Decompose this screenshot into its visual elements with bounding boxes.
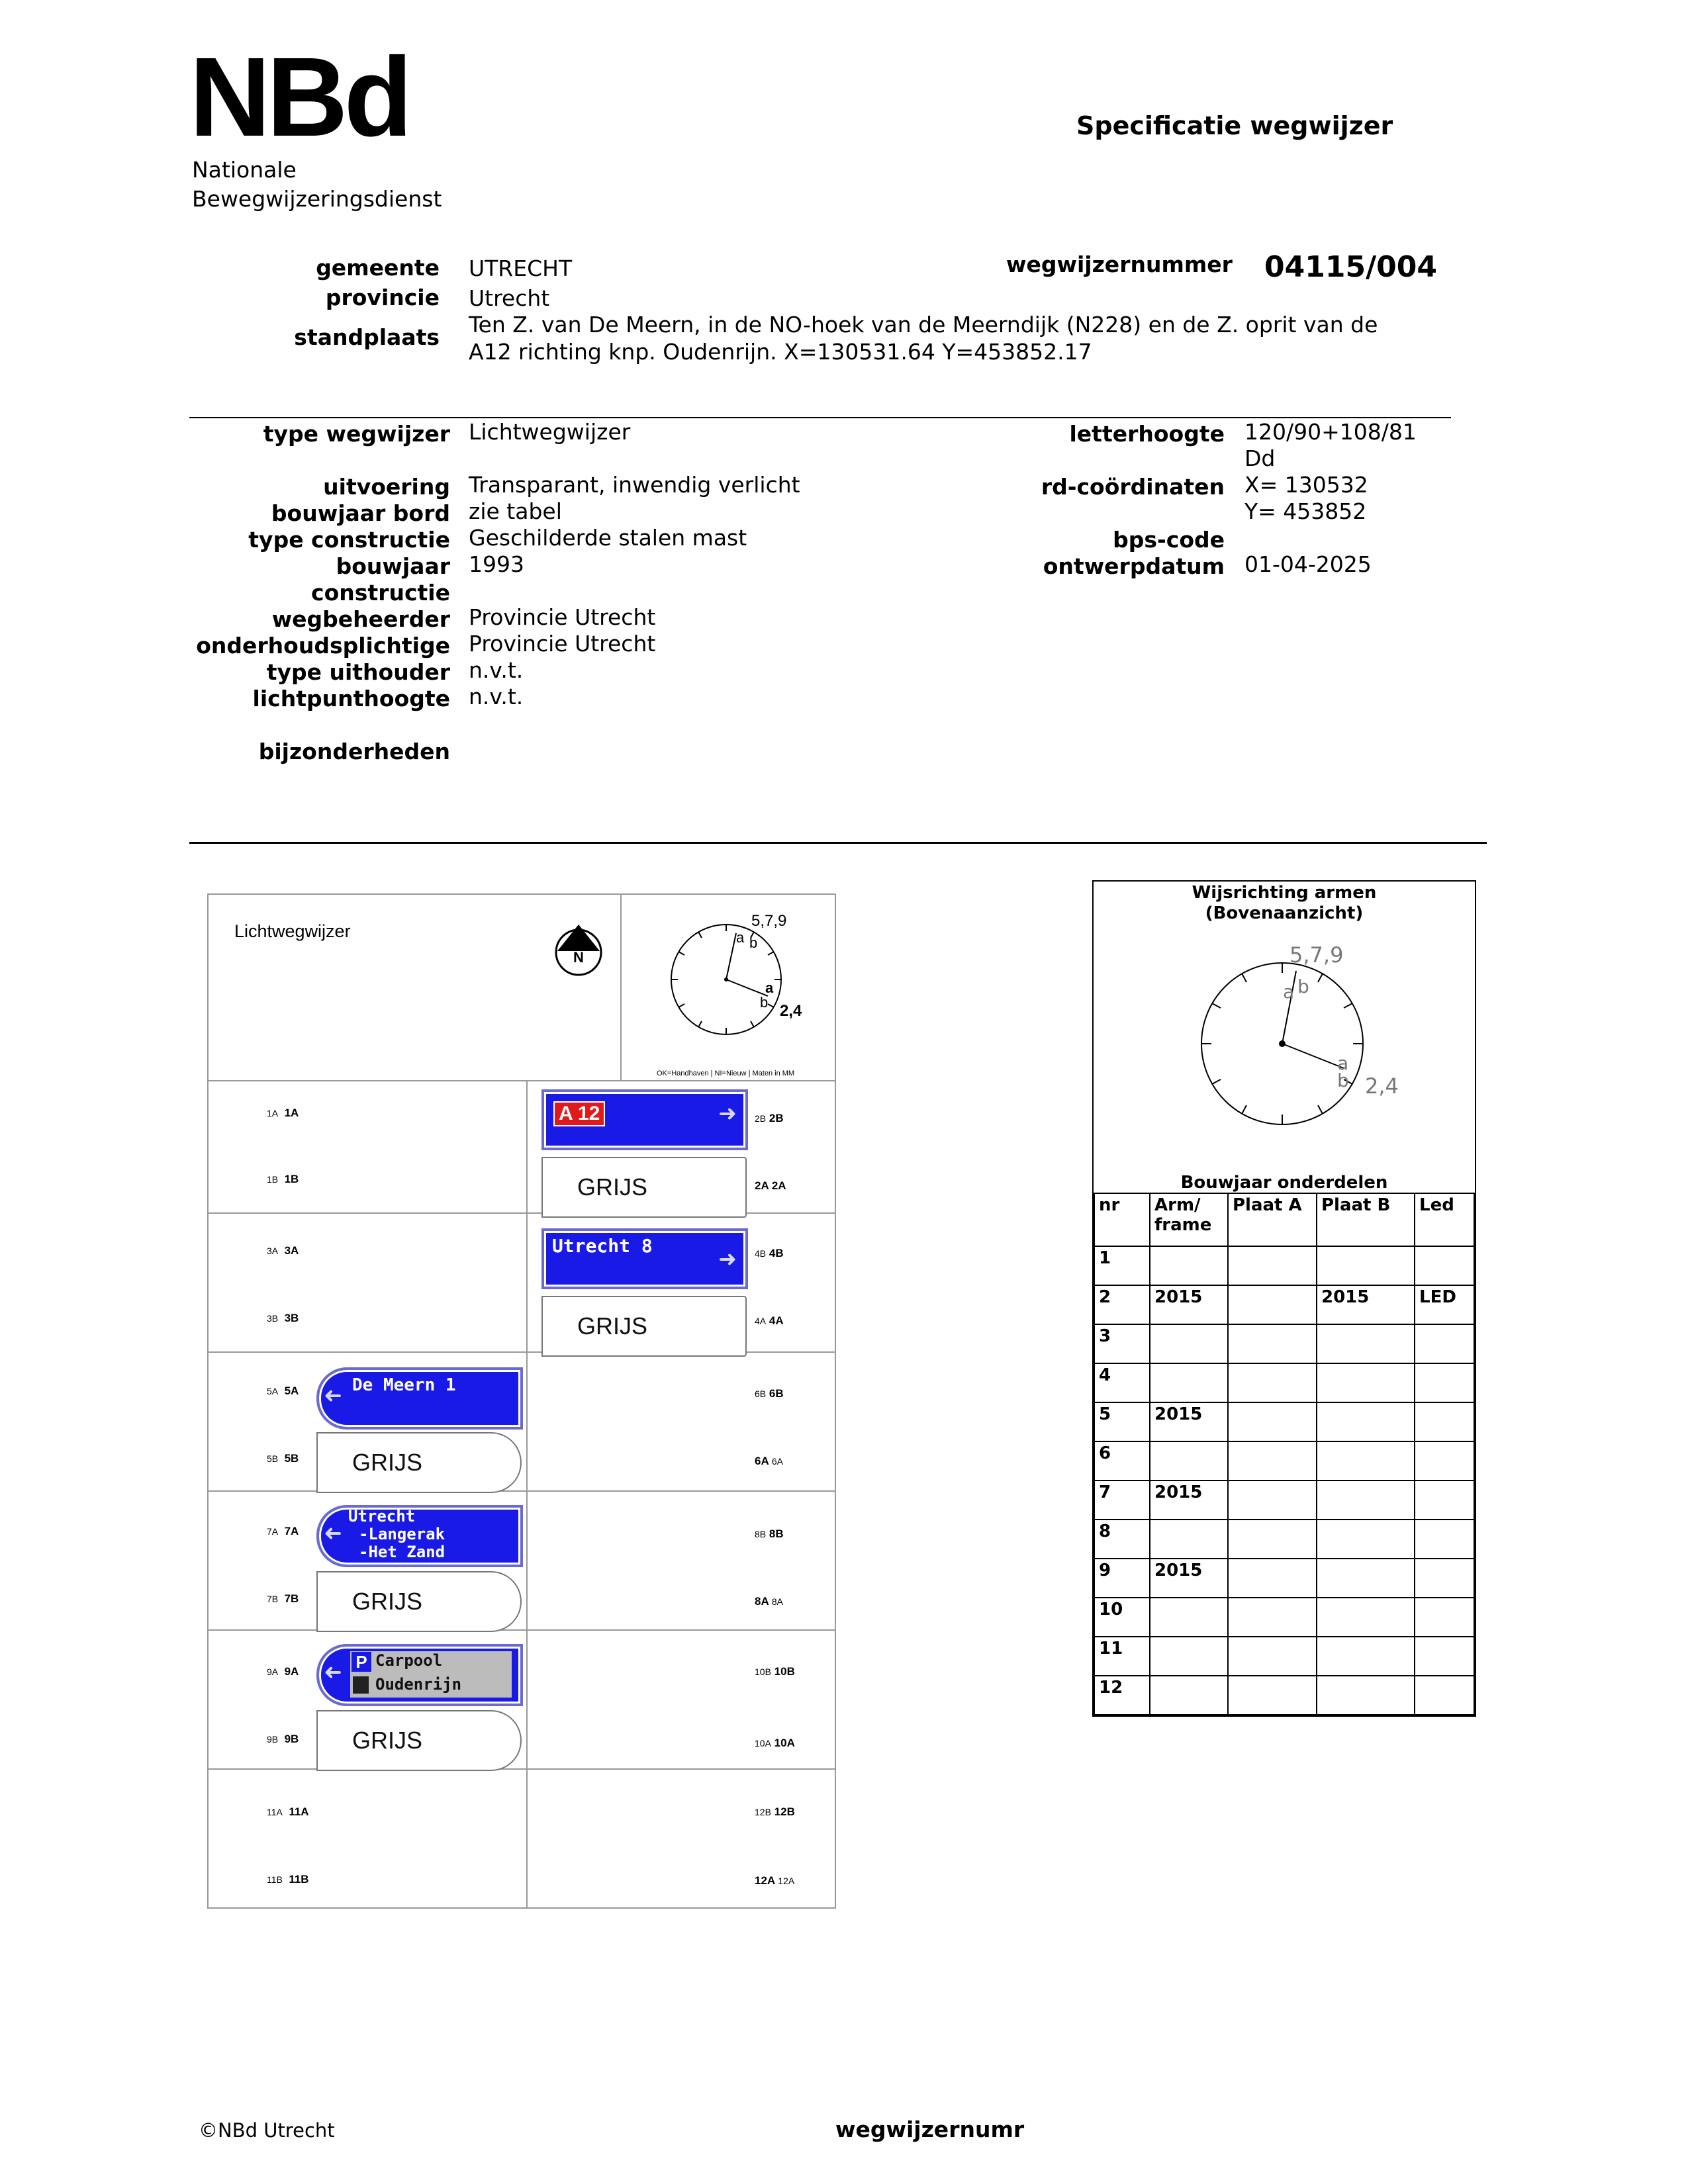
sign-arm-7-back: GRIJS [316,1571,522,1632]
cell-nr: 10 [1094,1598,1150,1637]
north-label: N [573,949,584,966]
col-led: Led [1415,1193,1474,1246]
onderhoudsplichtige-value: Provincie Utrecht [469,631,656,657]
compass-small-icon [662,920,794,1052]
cell-arm: 2015 [1150,1285,1228,1324]
col-plaat-b: Plaat B [1317,1193,1415,1246]
bouwjaar-bord-label: bouwjaar bord [271,500,450,526]
cell-b [1317,1363,1415,1402]
sign-arm-4 [541,1228,748,1289]
type-uithouder-label: type uithouder [266,659,450,685]
cell-a [1228,1363,1317,1402]
cell-arm [1150,1363,1228,1402]
sign-arm-7 [316,1505,523,1567]
right-panel [1092,880,1476,1717]
letterhoogte-label: letterhoogte [1069,421,1225,447]
row-line-4 [207,1629,836,1631]
table-row [1094,1285,1474,1324]
ontwerpdatum-label: ontwerpdatum [1043,553,1225,579]
cell-nr: 7 [1094,1480,1150,1520]
cell-a [1228,1324,1317,1363]
slot-6B: 6B 6B [755,1387,784,1400]
standplaats-label: standplaats [294,324,440,350]
gemeente-value: UTRECHT [469,255,573,281]
cell-nr: 11 [1094,1637,1150,1676]
bps-code-label: bps-code [1113,527,1225,553]
cell-b [1317,1676,1415,1715]
sign-9-panel [348,1649,514,1700]
table-row [1094,1363,1474,1402]
table-row [1094,1520,1474,1559]
compass-small-a2: a [765,979,774,996]
rd-x-value: X= 130532 [1244,472,1368,498]
uitvoering-label: uitvoering [323,474,450,500]
type-wegwijzer-value: Lichtwegwijzer [469,419,631,445]
cell-nr: 9 [1094,1559,1150,1598]
cell-nr: 1 [1094,1246,1150,1285]
table-row [1094,1324,1474,1363]
sign-9-line1: Carpool [375,1651,443,1670]
cell-led [1415,1559,1474,1598]
rd-y-value: Y= 453852 [1244,498,1367,524]
lichtpunthoogte-value: n.v.t. [469,684,524,709]
bouwjaar-constructie-label1: bouwjaar [336,553,450,579]
compass-small-b2: b [760,994,769,1011]
diagram-header-line [207,1080,836,1081]
wegwijzernummer-label: wegwijzernummer [1006,251,1233,277]
cell-b [1317,1598,1415,1637]
table-header-row [1094,1193,1474,1246]
ontwerpdatum-value: 01-04-2025 [1244,551,1372,577]
cell-nr: 5 [1094,1402,1150,1441]
col-plaat-a: Plaat A [1228,1193,1317,1246]
wijsrichting-section [1094,882,1475,1193]
footer-copyright: ©NBd Utrecht [199,2119,335,2142]
bouwjaar-constructie-label2: constructie [311,580,450,606]
slot-2B: 2B 2B [755,1112,784,1124]
compass-small-right-label: 2,4 [780,1002,802,1020]
cell-b [1317,1520,1415,1559]
cell-b [1317,1246,1415,1285]
cell-led [1415,1246,1474,1285]
arrow-right-icon: ➜ [718,1097,736,1131]
provincie-label: provincie [325,285,440,310]
footer-number-label: wegwijzernumr [835,2116,1025,2142]
cell-a [1228,1520,1317,1559]
wegbeheerder-label: wegbeheerder [271,606,450,632]
diagram-legend: OK=Handhaven | NI=Nieuw | Maten in MM [657,1069,795,1077]
cell-led [1415,1363,1474,1402]
compass-large-b1: b [1297,976,1309,997]
lichtpunthoogte-label: lichtpunthoogte [252,686,450,711]
table-row [1094,1246,1474,1285]
compass-large-icon [1193,954,1372,1133]
diagram-center-line [526,1080,528,1909]
sign-7-line3: -Het Zand [359,1543,445,1561]
slot-1A: 1A 1A [267,1107,299,1119]
slot-7B: 7B 7B [267,1592,299,1605]
slot-10B: 10B 10B [755,1665,795,1678]
sign-9-line2: Oudenrijn [375,1675,462,1694]
cell-b [1317,1324,1415,1363]
onderhoudsplichtige-label: onderhoudsplichtige [196,633,450,659]
sign-arm-9 [316,1644,523,1706]
cell-arm [1150,1246,1228,1285]
cell-nr: 3 [1094,1324,1150,1363]
cell-arm [1150,1598,1228,1637]
cell-led [1415,1598,1474,1637]
diagram-title: Lichtwegwijzer [234,921,351,941]
row-line-3 [207,1490,836,1492]
table-row [1094,1598,1474,1637]
slot-11A: 11A 11A [267,1805,309,1818]
uitvoering-value: Transparant, inwendig verlicht [469,472,800,498]
letterhoogte-value1: 120/90+108/81 [1244,419,1417,445]
slot-7A: 7A 7A [267,1525,299,1537]
cell-a [1228,1246,1317,1285]
sign-arm-2-back: GRIJS [541,1157,747,1218]
parking-icon: P [352,1652,371,1672]
wijsrichting-title: Wijsrichting armen [1192,883,1377,903]
cell-arm [1150,1676,1228,1715]
cell-b [1317,1637,1415,1676]
compass-large-a2: a [1337,1052,1349,1074]
cell-a [1228,1637,1317,1676]
bijzonderheden-label: bijzonderheden [258,739,450,764]
table-row [1094,1441,1474,1480]
cell-a [1228,1598,1317,1637]
bouwjaar-bord-value: zie tabel [469,498,562,524]
row-line-5 [207,1768,836,1770]
cell-a [1228,1676,1317,1715]
org-name-line1: Nationale [192,157,297,183]
slot-8B: 8B 8B [755,1527,784,1540]
cell-a [1228,1402,1317,1441]
sign-arm-5-back: GRIJS [316,1432,522,1493]
table-row [1094,1480,1474,1520]
cell-b [1317,1402,1415,1441]
slot-2A: 2A 2A [755,1179,786,1192]
cell-arm [1150,1324,1228,1363]
type-uithouder-value: n.v.t. [469,657,524,683]
org-name [192,156,442,214]
cell-b [1317,1559,1415,1598]
slot-8A: 8A 8A [755,1595,783,1608]
cell-nr: 4 [1094,1363,1150,1402]
slot-10A: 10A 10A [755,1737,795,1749]
cell-a [1228,1285,1317,1324]
cell-arm [1150,1637,1228,1676]
wegwijzernummer-value: 04115/004 [1264,250,1437,284]
cell-led [1415,1676,1474,1715]
arrow-left-icon: ➜ [324,1656,342,1690]
slot-11B: 11B 11B [267,1873,309,1886]
sign-2-text: A 12 [553,1101,605,1126]
compass-large-right-label: 2,4 [1365,1073,1399,1099]
letterhoogte-value2: Dd [1244,445,1276,471]
bouwjaar-constructie-value: 1993 [469,551,524,577]
slot-5A: 5A 5A [267,1385,299,1397]
arrow-right-icon: ➜ [718,1243,736,1277]
compass-small-b1: b [749,934,758,951]
sign-7-line2: -Langerak [359,1525,445,1543]
bouwjaar-table [1094,1193,1475,1715]
cell-arm [1150,1441,1228,1480]
type-wegwijzer-label: type wegwijzer [263,421,450,447]
sign-4-text: Utrecht 8 [552,1235,653,1257]
diagram-header-divider [620,893,622,1081]
org-name-line2: Bewegwijzeringsdienst [192,186,442,212]
sign-arm-2 [541,1089,748,1150]
standplaats-value: Ten Z. van De Meern, in de NO-hoek van de Meerndijk (N228) en de Z. oprit van de A12 richting knp. Oudenrijn. X=130531.64 Y=453852.17 [469,312,1378,365]
slot-4B: 4B 4B [755,1247,784,1259]
sign-arm-4-back: GRIJS [541,1296,747,1357]
cell-led [1415,1520,1474,1559]
slot-5B: 5B 5B [267,1452,299,1465]
slot-9A: 9A 9A [267,1665,299,1678]
cell-nr: 8 [1094,1520,1150,1559]
bouwjaar-title: Bouwjaar onderdelen [1180,1173,1388,1193]
slot-9B: 9B 9B [267,1733,299,1745]
slot-3A: 3A 3A [267,1244,299,1257]
cell-arm: 2015 [1150,1480,1228,1520]
cell-a [1228,1441,1317,1480]
provincie-value: Utrecht [469,285,550,311]
arrow-left-icon: ➜ [324,1517,342,1551]
sign-5-text: De Meern 1 [352,1375,456,1395]
arrow-left-icon: ➜ [324,1379,342,1413]
cell-led [1415,1402,1474,1441]
table-row [1094,1559,1474,1598]
compass-small-top-label: 5,7,9 [751,912,787,930]
table-row [1094,1402,1474,1441]
cell-nr: 12 [1094,1676,1150,1715]
slot-6A: 6A 6A [755,1455,783,1467]
table-row [1094,1637,1474,1676]
compass-large-b2: b [1337,1069,1349,1091]
gemeente-label: gemeente [316,255,440,281]
wegbeheerder-value: Provincie Utrecht [469,604,656,630]
document-title: Specificatie wegwijzer [1076,111,1393,140]
sign-arm-5 [316,1367,523,1430]
divider-bottom [189,842,1487,844]
nbd-logo: NBd [189,34,409,160]
building-icon [353,1676,369,1694]
sign-7-line1: Utrecht [348,1507,416,1525]
cell-nr: 2 [1094,1285,1150,1324]
slot-1B: 1B 1B [267,1173,299,1185]
col-arm-frame: Arm/ frame [1150,1193,1228,1246]
cell-a [1228,1480,1317,1520]
cell-led [1415,1324,1474,1363]
cell-b: 2015 [1317,1285,1415,1324]
col-nr: nr [1094,1193,1150,1246]
cell-b [1317,1441,1415,1480]
cell-arm: 2015 [1150,1402,1228,1441]
slot-12B: 12B 12B [755,1805,795,1818]
type-constructie-label: type constructie [248,527,450,553]
slot-3B: 3B 3B [267,1312,299,1324]
compass-large-top-label: 5,7,9 [1289,942,1344,968]
cell-led [1415,1441,1474,1480]
cell-led [1415,1480,1474,1520]
table-row [1094,1676,1474,1715]
slot-4A: 4A 4A [755,1314,784,1327]
compass-large-a1: a [1283,981,1295,1003]
wijsrichting-subtitle: (Bovenaanzicht) [1205,903,1364,923]
cell-a [1228,1559,1317,1598]
compass-small-a1: a [736,929,745,946]
sign-arm-9-back: GRIJS [316,1710,522,1771]
type-constructie-value: Geschilderde stalen mast [469,525,747,551]
cell-led [1415,1637,1474,1676]
cell-arm [1150,1520,1228,1559]
cell-led: LED [1415,1285,1474,1324]
slot-12A: 12A 12A [755,1874,795,1887]
cell-b [1317,1480,1415,1520]
rd-coordinaten-label: rd-coördinaten [1041,474,1225,500]
cell-arm: 2015 [1150,1559,1228,1598]
cell-nr: 6 [1094,1441,1150,1480]
